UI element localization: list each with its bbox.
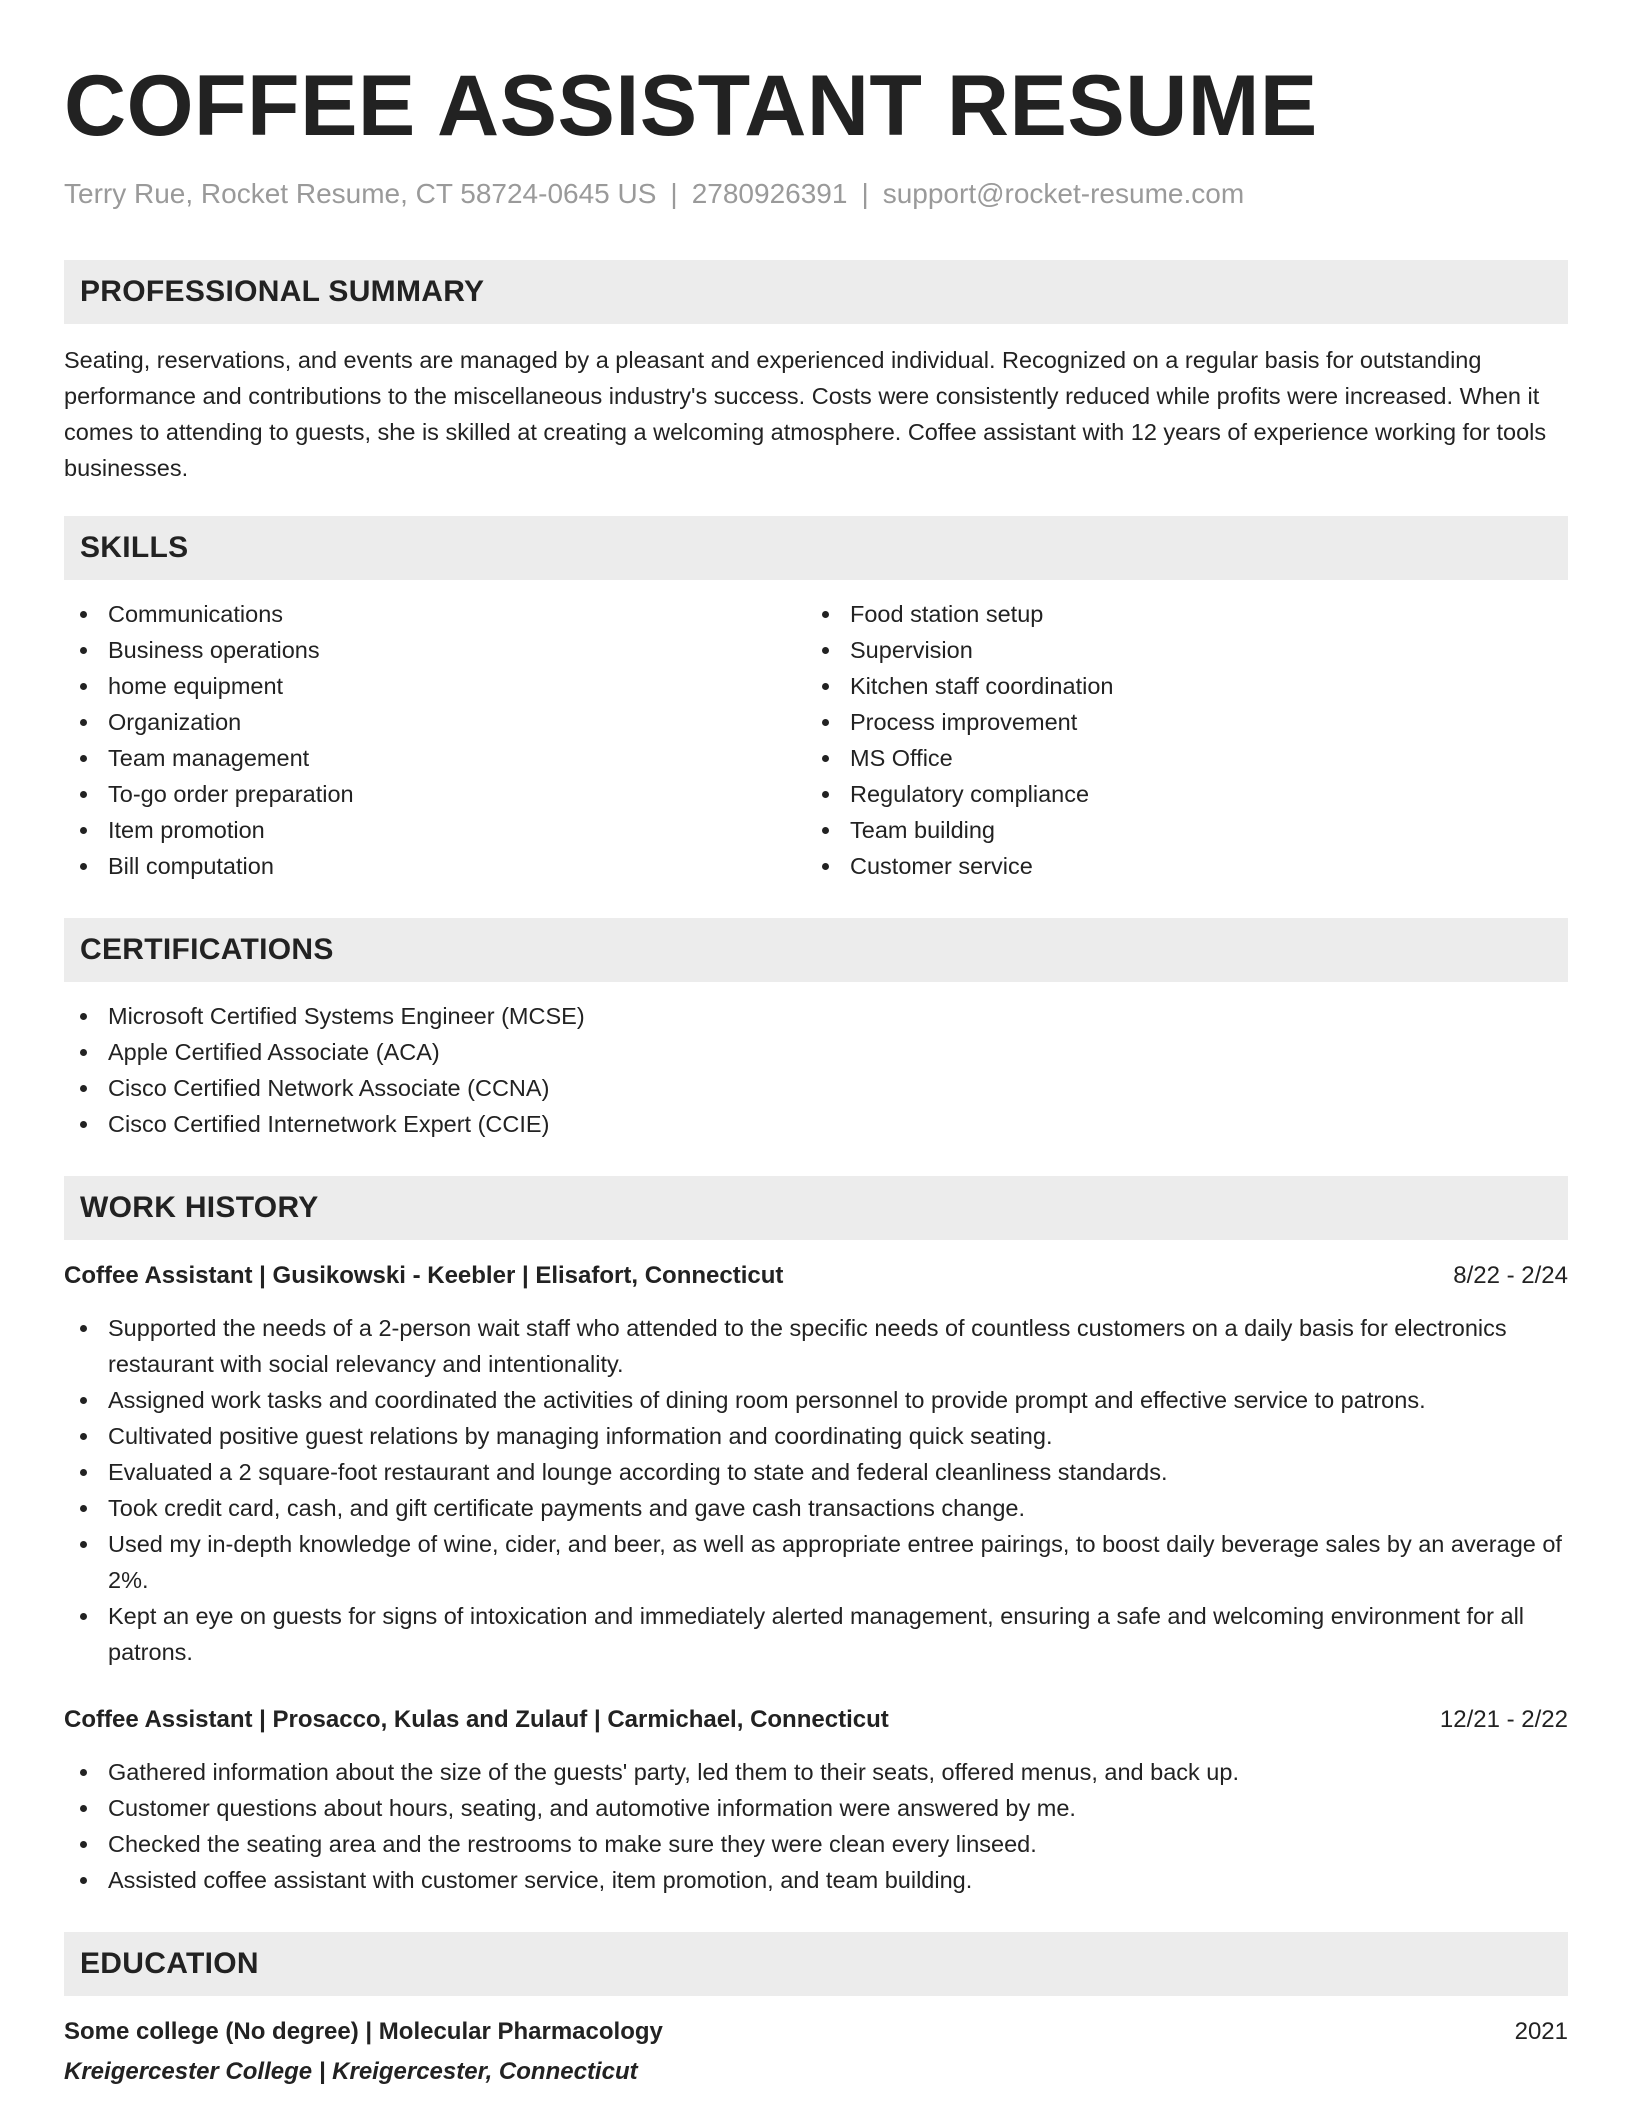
skill-item: Team building <box>806 812 1568 848</box>
contact-separator: | <box>670 178 678 209</box>
skill-item: Bill computation <box>64 848 806 884</box>
section-heading-work-history: WORK HISTORY <box>64 1176 1568 1240</box>
section-heading-skills: SKILLS <box>64 516 1568 580</box>
job-bullet: Gathered information about the size of the guests' party, led them to their seats, offered menus, and back up. <box>64 1754 1568 1790</box>
education-year: 2021 <box>1514 2018 1568 2045</box>
section-heading-certifications: CERTIFICATIONS <box>64 918 1568 982</box>
contact-phone: 2780926391 <box>691 178 848 209</box>
section-heading-education: EDUCATION <box>64 1932 1568 1996</box>
job-header <box>64 1704 1568 1736</box>
certification-item: Cisco Certified Internetwork Expert (CCIE) <box>64 1106 1568 1142</box>
contact-email: support@rocket-resume.com <box>882 178 1245 209</box>
education-degree: Some college (No degree) | Molecular Pharmacology <box>64 2018 663 2045</box>
job-title: Coffee Assistant | Prosacco, Kulas and Zulauf | Carmichael, Connecticut <box>64 1706 889 1733</box>
skill-item: Business operations <box>64 632 806 668</box>
job-header <box>64 1260 1568 1292</box>
job-bullet: Took credit card, cash, and gift certificate payments and gave cash transactions change. <box>64 1490 1568 1526</box>
skill-item: To-go order preparation <box>64 776 806 812</box>
job-title: Coffee Assistant | Gusikowski - Keebler | Elisafort, Connecticut <box>64 1262 784 1289</box>
skill-item: Kitchen staff coordination <box>806 668 1568 704</box>
job-bullet: Supported the needs of a 2-person wait staff who attended to the specific needs of countless customers on a daily basis for electronics restaurant with social relevancy and intentionality. <box>64 1310 1568 1382</box>
resume-title: COFFEE ASSISTANT RESUME <box>64 58 1318 154</box>
contact-line <box>64 178 1568 210</box>
job-dates: 8/22 - 2/24 <box>1453 1262 1568 1289</box>
skill-item: Regulatory compliance <box>806 776 1568 812</box>
skill-item: Team management <box>64 740 806 776</box>
skill-item: Communications <box>64 596 806 632</box>
skill-item: MS Office <box>806 740 1568 776</box>
job-bullet-list <box>64 1754 1568 1898</box>
job-bullet: Checked the seating area and the restrooms to make sure they were clean every linseed. <box>64 1826 1568 1862</box>
skill-item: Customer service <box>806 848 1568 884</box>
job-bullet: Kept an eye on guests for signs of intoxication and immediately alerted management, ensuring a safe and welcoming environment for all patrons. <box>64 1598 1568 1670</box>
skills-list-right <box>806 596 1568 884</box>
job-bullet: Cultivated positive guest relations by managing information and coordinating quick seating. <box>64 1418 1568 1454</box>
certification-item: Cisco Certified Network Associate (CCNA) <box>64 1070 1568 1106</box>
job-bullet: Assigned work tasks and coordinated the activities of dining room personnel to provide prompt and effective service to patrons. <box>64 1382 1568 1418</box>
skill-item: Food station setup <box>806 596 1568 632</box>
skill-item: Item promotion <box>64 812 806 848</box>
skill-item: Organization <box>64 704 806 740</box>
section-heading-summary: PROFESSIONAL SUMMARY <box>64 260 1568 324</box>
job-dates: 12/21 - 2/22 <box>1439 1706 1568 1733</box>
summary-text: Seating, reservations, and events are managed by a pleasant and experienced individual. Recognized on a regular basis for outstanding performance and contributions to the miscellaneous industry's success. Costs were consistently reduced while profits were increased. When it comes to attending to guests, she is skilled at creating a welcoming atmosphere. Coffee assistant with 12 years of experience working for tools businesses. <box>64 347 1547 481</box>
certification-item: Microsoft Certified Systems Engineer (MCSE) <box>64 998 1568 1034</box>
skills-grid <box>64 596 1568 884</box>
certification-item: Apple Certified Associate (ACA) <box>64 1034 1568 1070</box>
education-school: Kreigercester College | Kreigercester, Connecticut <box>64 2058 638 2085</box>
job-bullet: Used my in-depth knowledge of wine, cider, and beer, as well as appropriate entree pairings, to boost daily beverage sales by an average of 2%. <box>64 1526 1568 1598</box>
job-bullet-list <box>64 1310 1568 1670</box>
resume-page <box>64 56 1568 2088</box>
skill-item: home equipment <box>64 668 806 704</box>
skill-item: Supervision <box>806 632 1568 668</box>
job-bullet: Evaluated a 2 square-foot restaurant and lounge according to state and federal cleanliness standards. <box>64 1454 1568 1490</box>
job-bullet: Customer questions about hours, seating, and automotive information were answered by me. <box>64 1790 1568 1826</box>
skill-item: Process improvement <box>806 704 1568 740</box>
job-bullet: Assisted coffee assistant with customer service, item promotion, and team building. <box>64 1862 1568 1898</box>
education-header <box>64 2016 1568 2048</box>
skills-list-left <box>64 596 806 884</box>
contact-separator: | <box>861 178 869 209</box>
certifications-list <box>64 998 1568 1142</box>
contact-address: Terry Rue, Rocket Resume, CT 58724-0645 US <box>64 178 657 209</box>
